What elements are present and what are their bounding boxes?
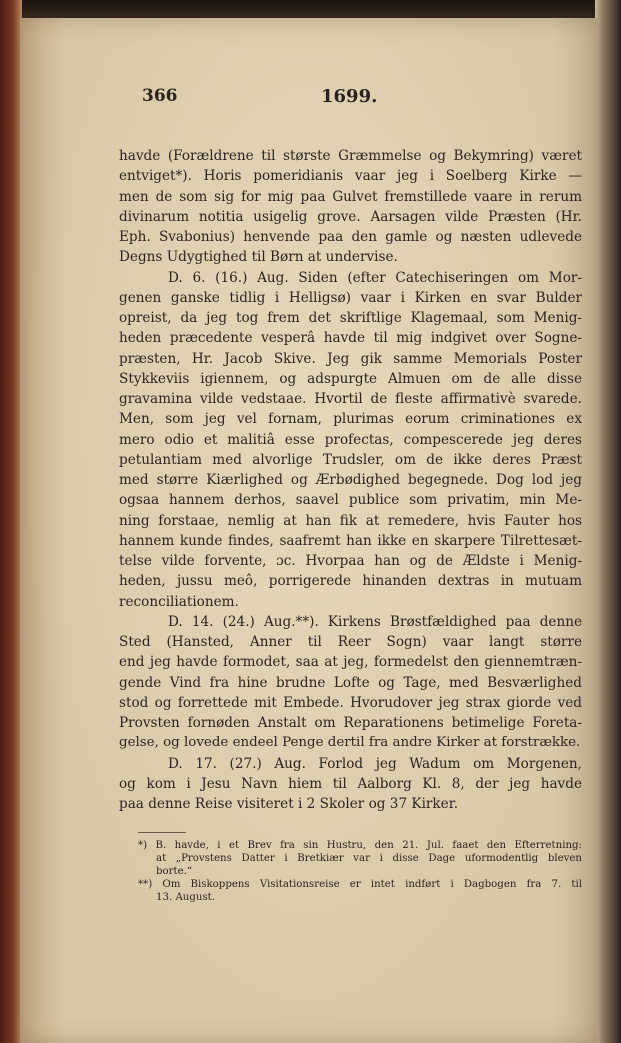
text-line: telse vilde forvente, ɔc. Hvorpaa han og de Ældste i Menig- [119,553,582,569]
page-stack-edge [595,0,621,1043]
text-line: heden, jussu meô, porrigerede hinanden dextras in mutuam [119,573,582,590]
text-line: heden præcedente vesperâ havde til mig indgivet over Sogne- [119,330,582,347]
text-line: opreist, da jeg tog frem det skriftlige Klagemaal, som Menig- [119,310,582,326]
text-line: stod og forrettede mit Embede. Hvorudover jeg strax giorde ved [119,694,582,711]
text-line: Sted (Hansted, Anner til Reer Sogn) vaar langt større [119,634,582,650]
footnote-1-continuation: at „Provstens Datter i Bretkiær var i disse Dage uformodentlig bleven [156,853,582,864]
text-line: petulantiam med alvorlige Trudsler, om de ikke deres Præst [119,451,582,468]
text-line: gende Vind fra hine brudne Lofte og Tage, med Besværlighed [119,674,582,691]
text-line: med større Kiærlighed og Ærbødighed begegnede. Dog lod jeg [119,472,582,488]
page-number: 366 [142,86,178,106]
footnote-1: *) B. havde, i et Brev fra sin Hustru, den 21. Jul. faaet den Efterretning: [138,840,582,851]
text-line: end jeg havde formodet, saa at jeg, formedelst den giennemtræn- [119,654,582,671]
footnotes [138,839,582,904]
text-line: hannem kunde findes, saafremt han ikke en skarpere Tilrettesæt- [119,532,582,549]
entry-aug-6: D. 6. (16.) Aug. Siden (efter Catechiseringen om Mor- [168,269,582,286]
footnote-2: **) Om Biskoppens Visitationsreise er intet indført i Dagbogen fra 7. til [138,879,582,890]
text-line: Stykkeviis igiennem, og adspurgte Almuen om de alle disse [119,370,582,387]
text-line: paa denne Reise visiteret i 2 Skoler og 37 Kirker. [119,796,459,812]
text-line: gravamina vilde vedstaae. Hvortil de fleste affirmativè svarede. [119,391,582,407]
text-line: reconciliationem. [119,593,239,610]
text-line: Provsten fornøden Anstalt om Reparationens betimelige Foreta- [119,715,582,731]
text-line: ning forstaae, nemlig at han fik at remedere, hvis Fauter hos [119,512,582,529]
footnote-2-continuation: 13. August. [156,892,216,903]
text-line: Degns Udygtighed til Børn at undervise. [119,249,398,266]
text-line: men de som sig for mig paa Gulvet fremstillede vaare in rerum [119,188,582,205]
entry-aug-14: D. 14. (24.) Aug.**). Kirkens Brøstfældighed paa denne [168,613,582,630]
text-line: og kom i Jesu Navn hiem til Aalborg Kl. 8, der jeg havde [119,775,582,792]
text-line: havde (Forældrene til største Græmmelse og Bekymring) været [119,148,582,164]
main-text [119,146,582,814]
text-line: ogsaa hannem derhos, saavel publice som privatim, min Me- [119,492,582,509]
text-line: divinarum notitia usigelig grove. Aarsagen vilde Præsten (Hr. [119,208,582,225]
page-paper [20,18,598,1043]
running-head-year: 1699. [321,86,378,107]
text-line: Men, som jeg vel fornam, plurimas eorum criminationes ex [119,411,582,428]
text-line: entviget*). Horis pomeridianis vaar jeg i Soelberg Kirke — [119,168,582,185]
entry-aug-17: D. 17. (27.) Aug. Forlod jeg Wadum om Morgenen, [168,755,582,772]
text-line: præsten, Hr. Jacob Skive. Jeg gik samme Memorials Poster [119,350,582,367]
footnote-rule [138,832,186,833]
book-binding [0,0,22,1043]
text-line: genen ganske tidlig i Helligsø) vaar i Kirken en svar Bulder [119,289,582,306]
footnote-1-continuation: borte.“ [156,866,193,877]
text-line: gelse, og lovede endeel Penge dertil fra andre Kirker at forstrække. [119,735,581,751]
text-line: mero odio et malitiâ esse profectas, compescerede jeg deres [119,431,582,448]
page-header [20,86,598,110]
text-line: Eph. Svabonius) henvende paa den gamle og næsten udlevede [119,229,582,245]
